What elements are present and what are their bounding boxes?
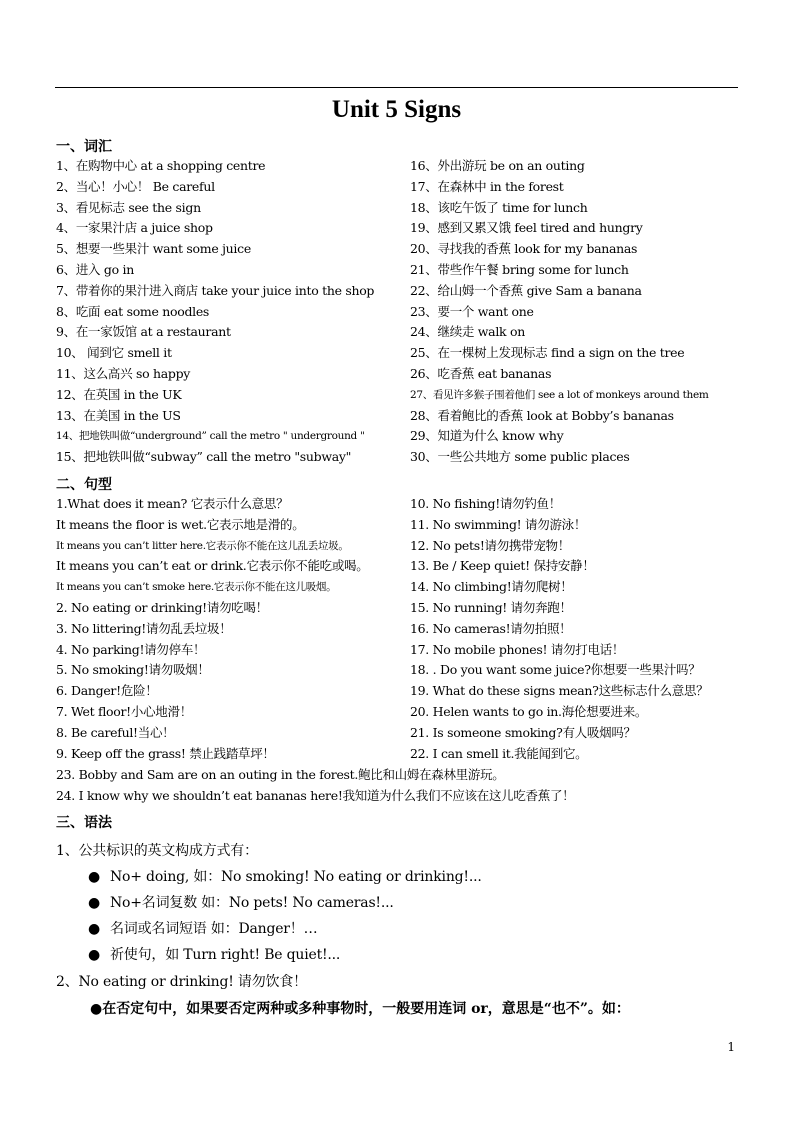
grammar-item-2: 2、No eating or drinking! 请勿饮食！	[56, 974, 307, 990]
list-item: 4、一家果汁店 a juice shop	[56, 220, 213, 236]
bullet-icon: ●	[88, 869, 101, 885]
list-item: 24. I know why we shouldn’t eat bananas here!我知道为什么我们不应该在这儿吃香蕉了！	[56, 787, 575, 803]
list-item: 1、在购物中心 at a shopping centre	[56, 158, 266, 173]
list-item: 19. What do these signs mean?这些标志什么意思？	[410, 683, 709, 699]
grammar-bullet-text: No+名词复数 如：No pets! No cameras!...	[110, 895, 394, 911]
list-item: 21. Is someone smoking?有人吸烟吗？	[410, 724, 636, 740]
list-item: 12、在英国 in the UK	[56, 386, 182, 402]
list-item: 5. No smoking!请勿吸烟！	[56, 662, 210, 678]
grammar-rule	[90, 996, 630, 1022]
list-item: 20、寻找我的香蕉 look for my bananas	[410, 241, 638, 257]
grammar-bullet-text: 名词或名词短语 如：Danger！…	[110, 921, 318, 937]
list-item: 7、带着你的果汁进入商店 take your juice into the shop	[56, 282, 375, 298]
bullet-icon: ●	[88, 921, 101, 937]
vocab-list-right	[410, 156, 740, 468]
grammar-bullet-text: 祈使句，如 Turn right! Be quiet!...	[110, 947, 341, 963]
list-item: 25、在一棵树上发现标志 find a sign on the tree	[410, 345, 685, 361]
list-item: 10. No fishing!请勿钓鱼！	[410, 496, 561, 511]
list-item: 1.What does it mean? 它表示什么意思？	[56, 496, 289, 511]
list-item: 11. No swimming! 请勿游泳！	[410, 516, 587, 532]
page-number: 1	[727, 1040, 735, 1054]
list-item: 16、外出游玩 be on an outing	[410, 158, 585, 173]
list-item: 2. No eating or drinking!请勿吃喝！	[56, 599, 268, 615]
bullet-icon: ●	[88, 895, 101, 911]
list-item: 13、在美国 in the US	[56, 407, 181, 423]
list-item: 23. Bobby and Sam are on an outing in the forest.鲍比和山姆在森林里游玩。	[56, 767, 505, 782]
list-item: 9、在一家饭馆 at a restaurant	[56, 324, 231, 340]
list-item: It means you can’t eat or drink.它表示你不能吃或喝。	[56, 558, 369, 574]
list-item: 19、感到又累又饿 feel tired and hungry	[410, 220, 643, 236]
grammar-rule-text: 在否定句中，如果要否定两种或多种事物时，一般要用连词 or，意思是“也不”。如：	[102, 1001, 630, 1017]
list-item: 23、要一个 want one	[410, 303, 534, 319]
document-title: Unit 5 Signs	[331, 96, 462, 123]
list-item: 14. No climbing!请勿爬树！	[410, 579, 573, 595]
sentence-list-right	[410, 494, 740, 764]
list-item: 17、在森林中 in the forest	[410, 178, 564, 194]
sentence-list-left	[56, 494, 401, 764]
list-item: 24、继续走 walk on	[410, 324, 525, 340]
list-item: 7. Wet floor!小心地滑！	[56, 703, 192, 719]
list-item: 6. Danger!危险！	[56, 683, 158, 699]
section-heading-grammar: 三、语法	[56, 815, 112, 831]
section-heading-vocabulary: 一、词汇	[56, 139, 112, 155]
list-item: 14、把地铁叫做“underground” call the metro " underground "	[56, 430, 365, 443]
header-rule	[55, 87, 738, 88]
list-item: 11、这么高兴 so happy	[56, 365, 191, 381]
grammar-item-1: 1、公共标识的英文构成方式有：	[56, 843, 258, 859]
grammar-bullet	[88, 916, 317, 942]
list-item: 5、想要一些果汁 want some juice	[56, 241, 251, 257]
list-item: 28、看着鲍比的香蕉 look at Bobby’s bananas	[410, 407, 674, 423]
list-item: It means you can’t smoke here.它表示你不能在这儿吸烟。	[56, 581, 337, 594]
list-item: 18、该吃午饭了 time for lunch	[410, 199, 588, 215]
list-item: 8、吃面 eat some noodles	[56, 303, 210, 319]
list-item: 29、知道为什么 know why	[410, 428, 564, 444]
list-item: 26、吃香蕉 eat bananas	[410, 365, 552, 381]
list-item: 18. . Do you want some juice?你想要一些果汁吗？	[410, 662, 701, 678]
sentence-list-full	[56, 765, 746, 807]
list-item: 6、进入 go in	[56, 261, 134, 277]
grammar-bullet	[88, 890, 394, 916]
bullet-icon: ●	[90, 1001, 103, 1017]
section-heading-sentences: 二、句型	[56, 477, 112, 493]
grammar-bullet	[88, 942, 340, 968]
list-item: It means you can’t litter here.它表示你不能在这儿乱丢垃圾。	[56, 539, 349, 552]
list-item: 17. No mobile phones! 请勿打电话！	[410, 641, 625, 657]
list-item: 8. Be careful!当心！	[56, 724, 175, 740]
list-item: 9. Keep off the grass! 禁止践踏草坪！	[56, 745, 275, 761]
grammar-bullet-text: No+ doing, 如：No smoking! No eating or drinking!...	[110, 869, 482, 885]
list-item: 13. Be / Keep quiet! 保持安静！	[410, 558, 595, 574]
list-item: 4. No parking!请勿停车！	[56, 641, 206, 657]
list-item: 15、把地铁叫做“subway” call the metro "subway"	[56, 449, 352, 465]
list-item: 12. No pets!请勿携带宠物！	[410, 537, 570, 553]
list-item: 15. No running! 请勿奔跑！	[410, 599, 572, 615]
list-item: 10、 闻到它 smell it	[56, 345, 172, 361]
list-item: 3、看见标志 see the sign	[56, 199, 201, 215]
bullet-icon: ●	[88, 947, 101, 963]
list-item: 22、给山姆一个香蕉 give Sam a banana	[410, 282, 642, 298]
vocab-list-left	[56, 156, 401, 468]
list-item: 16. No cameras!请勿拍照！	[410, 620, 572, 636]
list-item: 3. No littering!请勿乱丢垃圾！	[56, 620, 232, 636]
list-item: 30、一些公共地方 some public places	[410, 449, 630, 465]
list-item: 22. I can smell it.我能闻到它。	[410, 745, 588, 761]
list-item: 27、看见许多猴子围着他们 see a lot of monkeys around them	[410, 388, 709, 401]
list-item: 21、带些作午餐 bring some for lunch	[410, 261, 629, 277]
grammar-bullet	[88, 864, 482, 890]
list-item: 2、当心！小心！ Be careful	[56, 178, 215, 194]
list-item: It means the floor is wet.它表示地是滑的。	[56, 516, 305, 532]
list-item: 20. Helen wants to go in.海伦想要进来。	[410, 703, 648, 719]
